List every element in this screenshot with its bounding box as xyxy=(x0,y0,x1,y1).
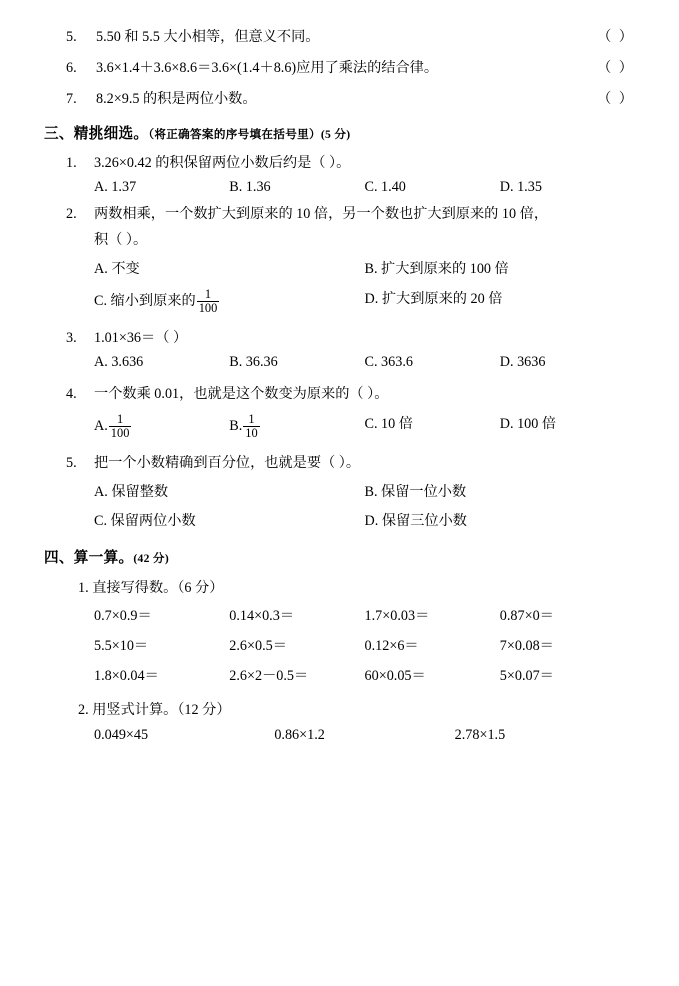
option-a[interactable]: A. 不变 xyxy=(94,261,140,277)
section-three-sub: （将正确答案的序号填在括号里） xyxy=(148,128,321,141)
option-b[interactable]: B. 36.36 xyxy=(229,354,278,371)
answer-parenthesis: （ ） xyxy=(597,29,635,45)
option-d[interactable]: D. 保留三位小数 xyxy=(364,513,467,530)
calc-row xyxy=(44,665,635,685)
item-index: 6. xyxy=(66,60,77,76)
calc-item[interactable]: 0.049×45 xyxy=(94,727,149,744)
item-index: 5. xyxy=(66,29,77,45)
calc-item[interactable]: 7×0.08＝ xyxy=(499,638,554,655)
option-c-label: C. 缩小到原来的 xyxy=(94,293,196,310)
answer-parenthesis: （ ） xyxy=(597,60,635,76)
section-four-score: (42 分) xyxy=(133,552,169,566)
section-three-score: (5 分) xyxy=(320,128,351,141)
question-1 xyxy=(44,152,635,196)
section-heading-four xyxy=(44,546,635,567)
calc-item[interactable]: 2.78×1.5 xyxy=(454,727,506,744)
option-a[interactable] xyxy=(94,413,229,440)
question-text: 两数相乘，一个数扩大到原来的 10 倍，另一个数也扩大到原来的 10 倍， xyxy=(94,206,549,222)
option-a-label: A. xyxy=(94,418,108,435)
option-b[interactable] xyxy=(229,413,364,440)
calc-item[interactable]: 1.8×0.04＝ xyxy=(94,668,159,685)
subsection-text: 用竖式计算。（12 分） xyxy=(92,702,231,719)
option-row xyxy=(44,510,635,530)
option-row xyxy=(44,413,635,440)
option-b[interactable]: B. 1.36 xyxy=(229,179,271,195)
section-three-title: 三、精挑细选。 xyxy=(44,126,149,142)
question-text: 把一个小数精确到百分位，也就是要（ ）。 xyxy=(94,455,361,472)
subsection-one-title xyxy=(44,577,635,597)
option-d[interactable]: D. 3636 xyxy=(499,354,546,371)
question-index: 5. xyxy=(66,455,77,472)
calc-item[interactable]: 0.87×0＝ xyxy=(499,608,554,625)
section-heading-three xyxy=(44,122,635,143)
list-item xyxy=(44,88,635,108)
option-d[interactable]: D. 100 倍 xyxy=(499,416,557,433)
option-b[interactable]: B. 保留一位小数 xyxy=(364,484,467,501)
judgement-list xyxy=(44,26,635,108)
subsection-index: 1. xyxy=(78,580,89,597)
option-d[interactable]: D. 1.35 xyxy=(499,179,542,195)
calc-item[interactable]: 2.6×2－0.5＝ xyxy=(229,668,309,685)
question-3 xyxy=(44,327,635,371)
fraction-one-hundredth: $\frac{1}{100}$ xyxy=(110,412,130,441)
question-index: 4. xyxy=(66,386,77,403)
question-text: 3.26×0.42 的积保留两位小数后约是（ ）。 xyxy=(94,155,351,171)
fraction-one-hundredth: $\frac{1}{100}$ xyxy=(198,287,218,316)
section-four-title: 四、算一算。 xyxy=(44,550,134,567)
calc-item[interactable]: 0.14×0.3＝ xyxy=(229,608,295,625)
question-5 xyxy=(44,452,635,530)
option-row xyxy=(44,179,635,196)
calc-row xyxy=(44,605,635,625)
item-text: 3.6×1.4＋3.6×8.6＝3.6×(1.4＋8.6)应用了乘法的结合律。 xyxy=(96,60,439,76)
option-row xyxy=(44,481,635,501)
subsection-index: 2. xyxy=(78,702,89,719)
subsection-text: 直接写得数。（6 分） xyxy=(92,580,224,597)
option-b[interactable]: B. 扩大到原来的 100 倍 xyxy=(364,261,509,277)
option-b-label: B. xyxy=(229,418,243,435)
option-c[interactable]: C. 10 倍 xyxy=(364,416,413,433)
fraction-one-tenth: $\frac{1}{10}$ xyxy=(245,412,258,441)
question-index: 2. xyxy=(66,206,77,222)
question-index: 1. xyxy=(66,155,77,171)
calc-item[interactable]: 0.86×1.2 xyxy=(274,727,325,744)
option-c[interactable]: C. 1.40 xyxy=(364,179,406,195)
question-text-continued: 积（ ）。 xyxy=(94,232,148,248)
calc-item[interactable]: 60×0.05＝ xyxy=(364,668,426,685)
calc-item[interactable]: 2.6×0.5＝ xyxy=(229,638,287,655)
item-index: 7. xyxy=(66,91,77,107)
subsection-two-title xyxy=(44,699,635,719)
option-a[interactable]: A. 3.636 xyxy=(94,354,144,371)
question-index: 3. xyxy=(66,330,77,347)
calc-row xyxy=(44,727,635,744)
list-item xyxy=(44,26,635,46)
option-a[interactable]: A. 1.37 xyxy=(94,179,137,195)
option-c[interactable]: C. 保留两位小数 xyxy=(94,513,196,530)
item-text: 8.2×9.5 的积是两位小数。 xyxy=(96,91,257,107)
option-row xyxy=(44,258,635,278)
option-row xyxy=(44,354,635,371)
question-2 xyxy=(44,203,635,315)
option-d[interactable]: D. 扩大到原来的 20 倍 xyxy=(364,291,503,307)
calc-item[interactable]: 1.7×0.03＝ xyxy=(364,608,430,625)
calc-item[interactable]: 5.5×10＝ xyxy=(94,638,149,655)
option-c[interactable]: C. 363.6 xyxy=(364,354,413,371)
calc-row xyxy=(44,635,635,655)
answer-parenthesis: （ ） xyxy=(597,91,635,107)
option-a[interactable]: A. 保留整数 xyxy=(94,484,169,501)
question-text: 一个数乘 0.01，也就是这个数变为原来的（ ）。 xyxy=(94,386,389,403)
option-row xyxy=(44,288,635,315)
option-c[interactable] xyxy=(94,288,365,315)
list-item xyxy=(44,57,635,77)
question-text: 1.01×36＝（ ） xyxy=(94,330,188,347)
item-text: 5.50 和 5.5 大小相等，但意义不同。 xyxy=(96,29,320,45)
calc-item[interactable]: 5×0.07＝ xyxy=(499,668,554,685)
question-4 xyxy=(44,383,635,440)
calc-item[interactable]: 0.12×6＝ xyxy=(364,638,419,655)
calc-item[interactable]: 0.7×0.9＝ xyxy=(94,608,152,625)
